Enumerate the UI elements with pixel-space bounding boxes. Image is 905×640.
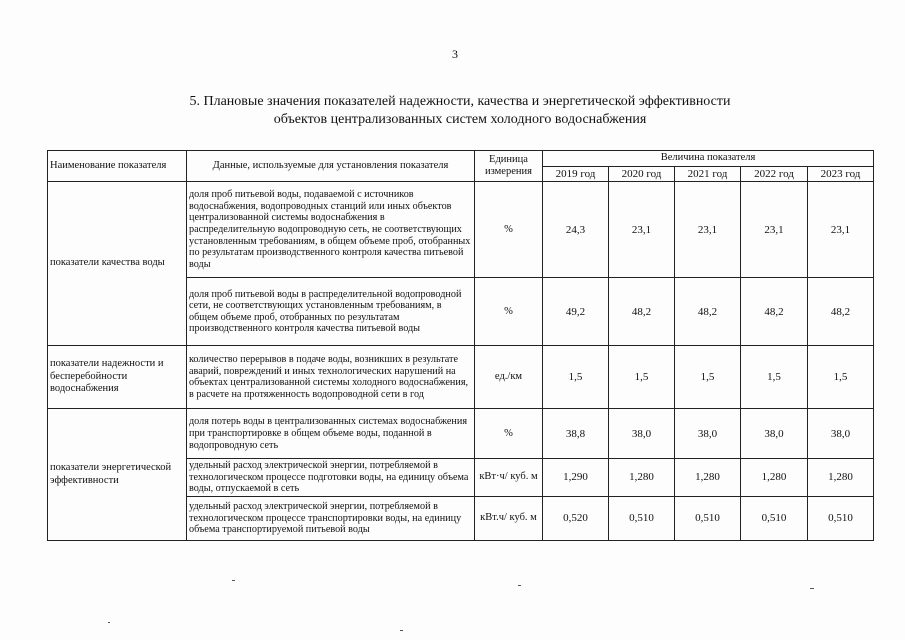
header-year: 2021 год [675,167,741,182]
value-cell: 38,0 [808,409,874,459]
value-cell: 0,520 [543,496,609,540]
value-cell: 1,280 [808,459,874,497]
value-cell: 23,1 [609,182,675,278]
row-unit: % [475,409,543,459]
value-cell: 24,3 [543,182,609,278]
value-cell: 1,5 [808,346,874,409]
title-line-2: объектов централизованных систем холодного водоснабжения [273,112,647,127]
header-indicator-value: Величина показателя [543,151,874,167]
value-cell: 38,0 [675,409,741,459]
value-cell: 38,0 [609,409,675,459]
value-cell: 1,5 [609,346,675,409]
row-description: удельный расход электрической энергии, потребляемой в технологическом процессе подготовки воды, на единицу объема воды, отпускаемой в сеть [187,459,475,497]
value-cell: 48,2 [741,278,808,346]
table-row [48,409,874,459]
value-cell: 48,2 [808,278,874,346]
value-cell: 23,1 [741,182,808,278]
group-name: показатели качества воды [48,182,187,346]
value-cell: 48,2 [675,278,741,346]
value-cell: 1,280 [675,459,741,497]
value-cell: 1,280 [741,459,808,497]
value-cell: 0,510 [675,496,741,540]
value-cell: 0,510 [808,496,874,540]
value-cell: 23,1 [808,182,874,278]
row-unit: % [475,182,543,278]
row-description: доля проб питьевой воды в распределительной водопроводной сети, не соответствующих установленным требованиям, в общем объеме проб, отобранных по результатам производственного контроля качества питьевой воды [187,278,475,346]
header-data-used: Данные, используемые для установления показателя [187,151,475,182]
group-name: показатели энергетической эффективности [48,409,187,541]
header-unit: Единица измерения [475,151,543,182]
header-year: 2019 год [543,167,609,182]
header-year: 2020 год [609,167,675,182]
row-unit: кВт·ч/ куб. м [475,459,543,497]
header-year: 2022 год [741,167,808,182]
value-cell: 0,510 [609,496,675,540]
value-cell: 38,0 [741,409,808,459]
title-line-1: 5. Плановые значения показателей надежности, качества и энергетической эффективности [189,94,731,109]
page-number: 3 [452,47,458,61]
group-name: показатели надежности и бесперебойности водоснабжения [48,346,187,409]
row-description: доля потерь воды в централизованных системах водоснабжения при транспортировке в общем объеме воды, поданной в водопроводную сеть [187,409,475,459]
row-unit: % [475,278,543,346]
value-cell: 1,5 [543,346,609,409]
row-unit: ед./км [475,346,543,409]
value-cell: 1,5 [741,346,808,409]
row-unit: кВт.ч/ куб. м [475,496,543,540]
table-row [48,346,874,409]
document-title [100,93,820,129]
value-cell: 48,2 [609,278,675,346]
value-cell: 1,280 [609,459,675,497]
value-cell: 0,510 [741,496,808,540]
header-year: 2023 год [808,167,874,182]
header-indicator-name: Наименование показателя [48,151,187,182]
indicators-table [47,150,874,541]
value-cell: 38,8 [543,409,609,459]
value-cell: 1,290 [543,459,609,497]
value-cell: 23,1 [675,182,741,278]
row-description: количество перерывов в подаче воды, возникших в результате аварий, повреждений и иных технологических нарушений на объектах централизованной системы холодного водоснабжения, в расчете на протяженность водопроводной сети в год [187,346,475,409]
row-description: доля проб питьевой воды, подаваемой с источников водоснабжения, водопроводных станций или иных объектов централизованной системы водоснабжения в распределительную водопроводную сеть, не соответствующих установленным требованиям, в общем объеме проб, отобранных по результатам производственного контроля качества питьевой воды [187,182,475,278]
row-description: удельный расход электрической энергии, потребляемой в технологическом процессе транспортировки воды, на единицу объема транспортируемой питьевой воды [187,496,475,540]
table-row [48,182,874,278]
value-cell: 49,2 [543,278,609,346]
value-cell: 1,5 [675,346,741,409]
